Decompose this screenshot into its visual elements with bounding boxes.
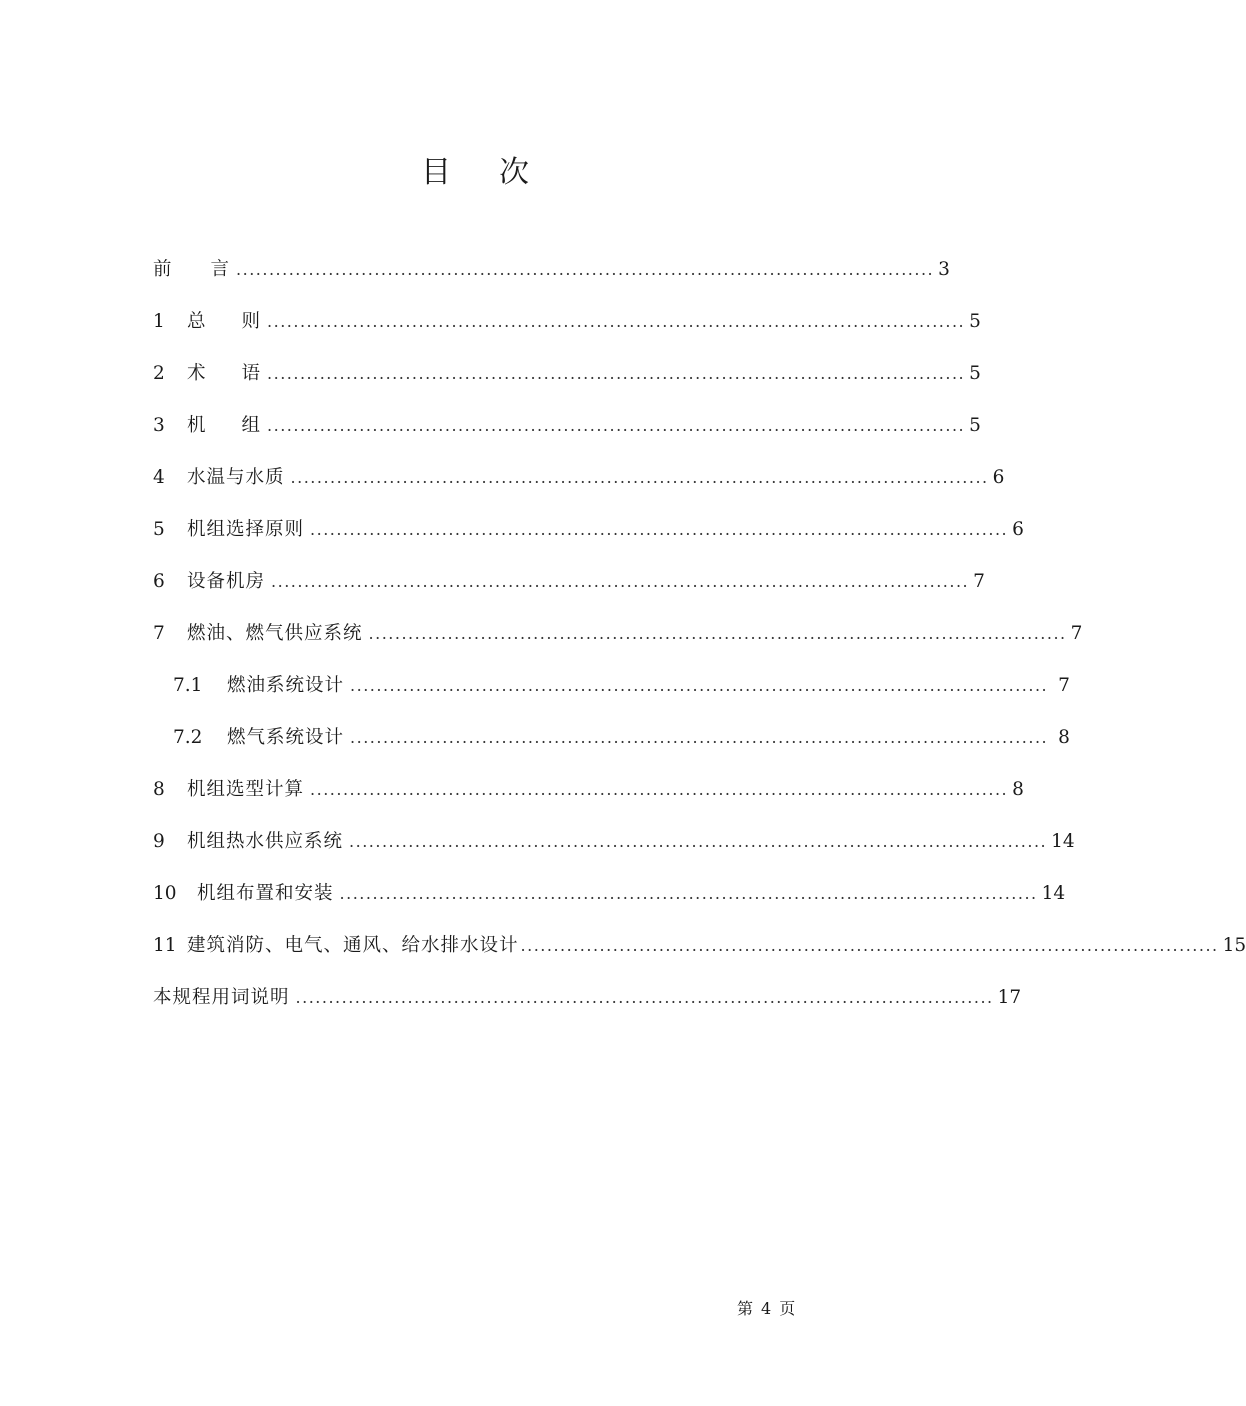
toc-entry-preface[interactable] <box>153 255 950 285</box>
toc-leader-dots: .......................................................................................................... <box>310 780 1009 799</box>
toc-entry-number: 3 <box>153 415 165 436</box>
toc-leader-dots: .......................................................................................................... <box>267 364 966 383</box>
toc-leader-dots: .......................................................................................................... <box>236 260 935 279</box>
toc-entry-number: 7 <box>153 623 165 644</box>
toc-entry-number: 5 <box>153 519 165 540</box>
toc-entry-page: 7 <box>1058 675 1070 696</box>
toc-leader-dots: .......................................................................................................... <box>350 676 1049 695</box>
toc-entry-label: 前 言 <box>153 259 231 280</box>
toc-leader-dots: .......................................................................................................... <box>368 624 1067 643</box>
toc-leader-dots: .......................................................................................................... <box>310 520 1009 539</box>
page-footer <box>737 1295 795 1323</box>
toc-entry-page: 14 <box>1051 831 1075 852</box>
toc-entry-page: 8 <box>1058 727 1070 748</box>
toc-entry-number: 8 <box>153 779 165 800</box>
toc-leader-dots: .......................................................................................................... <box>520 936 1219 955</box>
toc-entry-label: 燃气系统设计 <box>227 727 345 748</box>
toc-entry-number: 11 <box>153 935 177 956</box>
toc-entry-6[interactable] <box>153 567 985 597</box>
toc-entry-number: 7.1 <box>173 675 203 696</box>
toc-entry-page: 5 <box>969 311 981 332</box>
toc-leader-dots: .......................................................................................................... <box>350 728 1049 747</box>
toc-leader-dots: .......................................................................................................... <box>290 468 989 487</box>
toc-entry-number: 6 <box>153 571 165 592</box>
toc-leader-dots: .......................................................................................................... <box>349 832 1048 851</box>
toc-entry-label: 机组选型计算 <box>187 779 305 800</box>
toc-entry-7-1[interactable] <box>173 671 1070 701</box>
toc-entry-number: 2 <box>153 363 165 384</box>
toc-entry-page: 7 <box>973 571 985 592</box>
toc-entry-11[interactable] <box>153 931 1246 961</box>
toc-leader-dots: .......................................................................................................... <box>267 312 966 331</box>
toc-entry-label: 机组布置和安装 <box>197 883 334 904</box>
toc-entry-wording[interactable] <box>153 983 1022 1013</box>
footer-page-number: 4 <box>761 1299 772 1318</box>
toc-leader-dots: .......................................................................................................... <box>295 988 994 1007</box>
toc-entry-page: 14 <box>1041 883 1066 904</box>
toc-entry-4[interactable] <box>153 463 1005 493</box>
toc-entry-page: 5 <box>969 363 981 384</box>
toc-entry-page: 15 <box>1222 935 1246 956</box>
toc-leader-dots: .......................................................................................................... <box>271 572 970 591</box>
toc-entry-9[interactable] <box>153 827 1075 857</box>
toc-entry-5[interactable] <box>153 515 1024 545</box>
toc-entry-label: 总 则 <box>187 311 262 332</box>
toc-entry-page: 8 <box>1012 779 1024 800</box>
toc-entry-label: 本规程用词说明 <box>153 987 290 1008</box>
toc-entry-8[interactable] <box>153 775 1024 805</box>
toc-entry-3[interactable] <box>153 411 981 441</box>
toc-entry-page: 6 <box>1012 519 1024 540</box>
page-title <box>0 148 950 198</box>
toc-entry-7[interactable] <box>153 619 1083 649</box>
toc-entry-7-2[interactable] <box>173 723 1070 753</box>
toc-leader-dots: .......................................................................................................... <box>339 884 1038 903</box>
toc-entry-number: 7.2 <box>173 727 203 748</box>
toc-entry-number: 1 <box>153 311 165 332</box>
toc-entry-1[interactable] <box>153 307 981 337</box>
toc-entry-number: 10 <box>153 883 177 904</box>
toc-entry-label: 机 组 <box>187 415 262 436</box>
toc-entry-label: 建筑消防、电气、通风、给水排水设计 <box>187 935 519 956</box>
toc-entry-10[interactable] <box>153 879 1066 909</box>
toc-entry-page: 6 <box>992 467 1005 488</box>
toc-entry-page: 5 <box>969 415 981 436</box>
toc-entry-label: 机组热水供应系统 <box>187 831 344 852</box>
title-char-1: 目 <box>421 155 451 190</box>
toc-entry-label: 术 语 <box>187 363 262 384</box>
footer-suffix: 页 <box>779 1299 796 1318</box>
toc-entry-label: 机组选择原则 <box>187 519 305 540</box>
toc-entry-2[interactable] <box>153 359 981 389</box>
toc-entry-label: 水温与水质 <box>187 467 285 488</box>
toc-leader-dots: .......................................................................................................... <box>267 416 966 435</box>
toc-entry-number: 4 <box>153 467 165 488</box>
toc-entry-label: 燃油、燃气供应系统 <box>187 623 363 644</box>
toc-entry-label: 燃油系统设计 <box>227 675 345 696</box>
toc-entry-page: 7 <box>1070 623 1083 644</box>
footer-prefix: 第 <box>737 1299 754 1318</box>
toc-entry-number: 9 <box>153 831 165 852</box>
title-char-2: 次 <box>499 155 529 190</box>
toc-entry-label: 设备机房 <box>187 571 266 592</box>
toc-entry-page: 17 <box>997 987 1022 1008</box>
toc-entry-page: 3 <box>938 259 950 280</box>
